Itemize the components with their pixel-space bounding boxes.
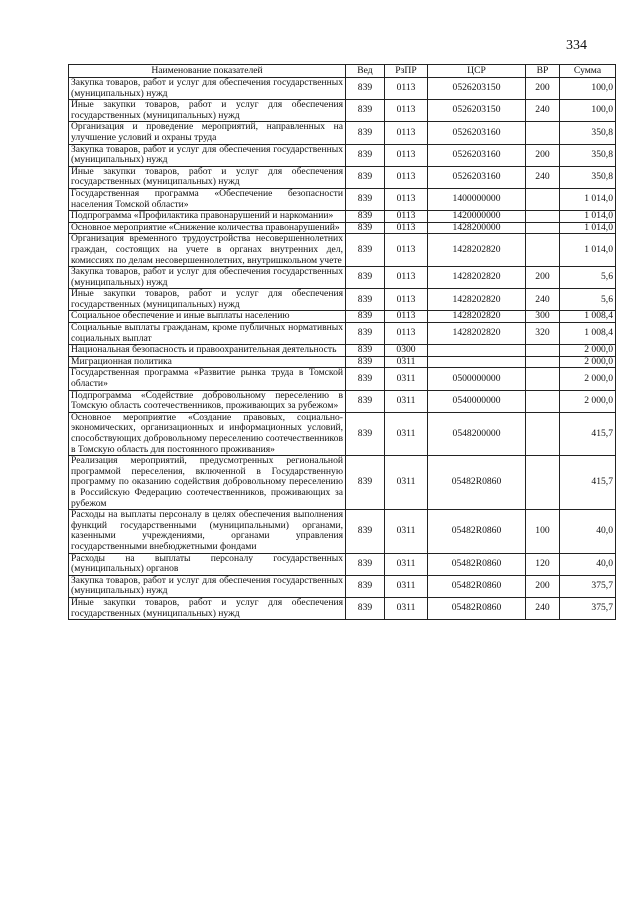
row-name-cell: Закупка товаров, работ и услуг для обеспечения государственных (муниципальных) нужд: [69, 144, 346, 166]
row-rzpr-cell: 0311: [385, 356, 428, 368]
table-row: [69, 356, 616, 368]
row-rzpr-cell: 0311: [385, 575, 428, 597]
table-row: [69, 122, 616, 144]
row-ved-cell: 839: [346, 323, 385, 345]
table-row: [69, 100, 616, 122]
row-ved-cell: 839: [346, 100, 385, 122]
row-csr-cell: 0526203160: [428, 166, 526, 188]
row-csr-cell: [428, 345, 526, 357]
row-sum-cell: 415,7: [560, 412, 616, 455]
row-sum-cell: 350,8: [560, 144, 616, 166]
row-sum-cell: 2 000,0: [560, 345, 616, 357]
row-rzpr-cell: 0311: [385, 390, 428, 412]
table-row: [69, 553, 616, 575]
row-ved-cell: 839: [346, 166, 385, 188]
row-rzpr-cell: 0113: [385, 323, 428, 345]
row-vr-cell: 100: [526, 510, 560, 553]
row-sum-cell: 1 014,0: [560, 234, 616, 267]
row-name-cell: Государственная программа «Развитие рынка труда в Томской области»: [69, 368, 346, 390]
row-rzpr-cell: 0311: [385, 597, 428, 619]
row-vr-cell: [526, 390, 560, 412]
table-row: [69, 597, 616, 619]
row-vr-cell: 240: [526, 100, 560, 122]
table-header-row: [69, 65, 616, 78]
row-sum-cell: 1 014,0: [560, 222, 616, 234]
row-sum-cell: 375,7: [560, 575, 616, 597]
row-rzpr-cell: 0311: [385, 456, 428, 510]
row-ved-cell: 839: [346, 412, 385, 455]
row-rzpr-cell: 0311: [385, 510, 428, 553]
row-ved-cell: 839: [346, 222, 385, 234]
row-name-cell: Основное мероприятие «Снижение количества правонарушений»: [69, 222, 346, 234]
row-ved-cell: 839: [346, 311, 385, 323]
row-name-cell: Закупка товаров, работ и услуг для обеспечения государственных (муниципальных) нужд: [69, 78, 346, 100]
row-csr-cell: 05482R0860: [428, 456, 526, 510]
row-ved-cell: 839: [346, 356, 385, 368]
row-name-cell: Подпрограмма «Содействие добровольному переселению в Томскую область соотечественников, проживающих за рубежом»: [69, 390, 346, 412]
row-name-cell: Закупка товаров, работ и услуг для обеспечения государственных (муниципальных) нужд: [69, 575, 346, 597]
table-row: [69, 412, 616, 455]
row-csr-cell: 1428202820: [428, 311, 526, 323]
row-rzpr-cell: 0113: [385, 222, 428, 234]
budget-table: [68, 64, 616, 620]
row-sum-cell: 5,6: [560, 267, 616, 289]
row-rzpr-cell: 0311: [385, 553, 428, 575]
row-ved-cell: 839: [346, 368, 385, 390]
row-vr-cell: 240: [526, 597, 560, 619]
row-ved-cell: 839: [346, 553, 385, 575]
table-row: [69, 323, 616, 345]
row-csr-cell: 0526203150: [428, 100, 526, 122]
row-csr-cell: 1428202820: [428, 234, 526, 267]
table-row: [69, 78, 616, 100]
row-vr-cell: [526, 456, 560, 510]
row-rzpr-cell: 0311: [385, 412, 428, 455]
row-rzpr-cell: 0113: [385, 234, 428, 267]
row-sum-cell: 5,6: [560, 289, 616, 311]
table-row: [69, 345, 616, 357]
table-row: [69, 311, 616, 323]
row-vr-cell: 320: [526, 323, 560, 345]
row-vr-cell: [526, 211, 560, 223]
row-csr-cell: 0526203160: [428, 144, 526, 166]
row-rzpr-cell: 0113: [385, 311, 428, 323]
row-ved-cell: 839: [346, 597, 385, 619]
row-csr-cell: 1428202820: [428, 267, 526, 289]
row-name-cell: Расходы на выплаты персоналу в целях обеспечения выполнения функций государственными (муниципальными) органами, казенными учреждениями, органами управления государственными внебюджетными фондами: [69, 510, 346, 553]
row-name-cell: Закупка товаров, работ и услуг для обеспечения государственных (муниципальных) нужд: [69, 267, 346, 289]
row-rzpr-cell: 0113: [385, 144, 428, 166]
row-vr-cell: [526, 122, 560, 144]
row-ved-cell: 839: [346, 575, 385, 597]
header-vr: ВР: [526, 65, 560, 78]
row-vr-cell: [526, 234, 560, 267]
table-body: [69, 78, 616, 620]
row-vr-cell: 200: [526, 575, 560, 597]
row-vr-cell: 240: [526, 166, 560, 188]
row-name-cell: Государственная программа «Обеспечение безопасности населения Томской области»: [69, 188, 346, 210]
row-name-cell: Организация и проведение мероприятий, направленных на улучшение условий и охраны труда: [69, 122, 346, 144]
row-vr-cell: 300: [526, 311, 560, 323]
row-csr-cell: 05482R0860: [428, 575, 526, 597]
row-name-cell: Иные закупки товаров, работ и услуг для обеспечения государственных (муниципальных) нужд: [69, 597, 346, 619]
table-row: [69, 267, 616, 289]
header-name: Наименование показателей: [69, 65, 346, 78]
header-csr: ЦСР: [428, 65, 526, 78]
row-csr-cell: 1428202820: [428, 323, 526, 345]
row-sum-cell: 1 008,4: [560, 323, 616, 345]
row-name-cell: Иные закупки товаров, работ и услуг для обеспечения государственных (муниципальных) нужд: [69, 166, 346, 188]
row-ved-cell: 839: [346, 289, 385, 311]
row-csr-cell: 0500000000: [428, 368, 526, 390]
row-csr-cell: 1420000000: [428, 211, 526, 223]
row-rzpr-cell: 0113: [385, 78, 428, 100]
row-name-cell: Подпрограмма «Профилактика правонарушений и наркомании»: [69, 211, 346, 223]
row-name-cell: Расходы на выплаты персоналу государственных (муниципальных) органов: [69, 553, 346, 575]
row-ved-cell: 839: [346, 211, 385, 223]
table-row: [69, 222, 616, 234]
row-csr-cell: [428, 356, 526, 368]
row-vr-cell: [526, 368, 560, 390]
row-rzpr-cell: 0300: [385, 345, 428, 357]
page-number: 334: [566, 38, 587, 53]
table-row: [69, 368, 616, 390]
row-vr-cell: [526, 345, 560, 357]
row-name-cell: Социальные выплаты гражданам, кроме публичных нормативных социальных выплат: [69, 323, 346, 345]
row-sum-cell: 40,0: [560, 553, 616, 575]
table-row: [69, 234, 616, 267]
row-vr-cell: 240: [526, 289, 560, 311]
row-vr-cell: [526, 356, 560, 368]
row-rzpr-cell: 0113: [385, 267, 428, 289]
row-sum-cell: 2 000,0: [560, 390, 616, 412]
row-ved-cell: 839: [346, 234, 385, 267]
table-row: [69, 390, 616, 412]
row-csr-cell: 05482R0860: [428, 597, 526, 619]
row-csr-cell: 0526203160: [428, 122, 526, 144]
row-ved-cell: 839: [346, 188, 385, 210]
row-rzpr-cell: 0113: [385, 188, 428, 210]
row-sum-cell: 350,8: [560, 122, 616, 144]
row-vr-cell: [526, 222, 560, 234]
row-ved-cell: 839: [346, 345, 385, 357]
row-sum-cell: 415,7: [560, 456, 616, 510]
row-rzpr-cell: 0113: [385, 211, 428, 223]
row-vr-cell: 200: [526, 78, 560, 100]
row-sum-cell: 40,0: [560, 510, 616, 553]
row-sum-cell: 1 014,0: [560, 188, 616, 210]
row-ved-cell: 839: [346, 78, 385, 100]
row-sum-cell: 350,8: [560, 166, 616, 188]
row-rzpr-cell: 0113: [385, 122, 428, 144]
row-name-cell: Социальное обеспечение и иные выплаты населению: [69, 311, 346, 323]
row-sum-cell: 2 000,0: [560, 356, 616, 368]
row-sum-cell: 1 008,4: [560, 311, 616, 323]
row-csr-cell: 05482R0860: [428, 510, 526, 553]
row-ved-cell: 839: [346, 122, 385, 144]
row-name-cell: Миграционная политика: [69, 356, 346, 368]
row-sum-cell: 2 000,0: [560, 368, 616, 390]
table-row: [69, 510, 616, 553]
row-name-cell: Основное мероприятие «Создание правовых, социально-экономических, организационных и информационных условий, способствующих добровольному переселению соотечественников в Томскую область для постоянного проживания»: [69, 412, 346, 455]
row-vr-cell: 200: [526, 144, 560, 166]
row-sum-cell: 375,7: [560, 597, 616, 619]
row-ved-cell: 839: [346, 510, 385, 553]
table-row: [69, 188, 616, 210]
row-rzpr-cell: 0311: [385, 368, 428, 390]
row-name-cell: Организация временного трудоустройства несовершеннолетних граждан, состоящих на учете в органах внутренних дел, комиссиях по делам несовершеннолетних, внутришкольном учете: [69, 234, 346, 267]
row-vr-cell: [526, 412, 560, 455]
row-vr-cell: 200: [526, 267, 560, 289]
row-name-cell: Иные закупки товаров, работ и услуг для обеспечения государственных (муниципальных) нужд: [69, 100, 346, 122]
row-ved-cell: 839: [346, 456, 385, 510]
row-name-cell: Реализация мероприятий, предусмотренных региональной программой переселения, включенной в Государственную программу по оказанию содействия добровольному переселению в Российскую Федерацию соотечественников, проживающих за рубежом: [69, 456, 346, 510]
row-csr-cell: 0548200000: [428, 412, 526, 455]
table-row: [69, 166, 616, 188]
header-rzpr: РзПР: [385, 65, 428, 78]
row-csr-cell: 1428202820: [428, 289, 526, 311]
row-rzpr-cell: 0113: [385, 289, 428, 311]
table-row: [69, 456, 616, 510]
row-vr-cell: 120: [526, 553, 560, 575]
row-vr-cell: [526, 188, 560, 210]
row-ved-cell: 839: [346, 267, 385, 289]
row-rzpr-cell: 0113: [385, 100, 428, 122]
row-name-cell: Иные закупки товаров, работ и услуг для обеспечения государственных (муниципальных) нужд: [69, 289, 346, 311]
table-row: [69, 289, 616, 311]
header-ved: Вед: [346, 65, 385, 78]
row-rzpr-cell: 0113: [385, 166, 428, 188]
row-csr-cell: 0540000000: [428, 390, 526, 412]
row-csr-cell: 1400000000: [428, 188, 526, 210]
row-csr-cell: 0526203150: [428, 78, 526, 100]
row-ved-cell: 839: [346, 144, 385, 166]
row-name-cell: Национальная безопасность и правоохранительная деятельность: [69, 345, 346, 357]
row-sum-cell: 100,0: [560, 100, 616, 122]
table-row: [69, 575, 616, 597]
row-csr-cell: 1428200000: [428, 222, 526, 234]
row-ved-cell: 839: [346, 390, 385, 412]
table-row: [69, 211, 616, 223]
row-sum-cell: 1 014,0: [560, 211, 616, 223]
table-row: [69, 144, 616, 166]
header-sum: Сумма: [560, 65, 616, 78]
row-csr-cell: 05482R0860: [428, 553, 526, 575]
row-sum-cell: 100,0: [560, 78, 616, 100]
